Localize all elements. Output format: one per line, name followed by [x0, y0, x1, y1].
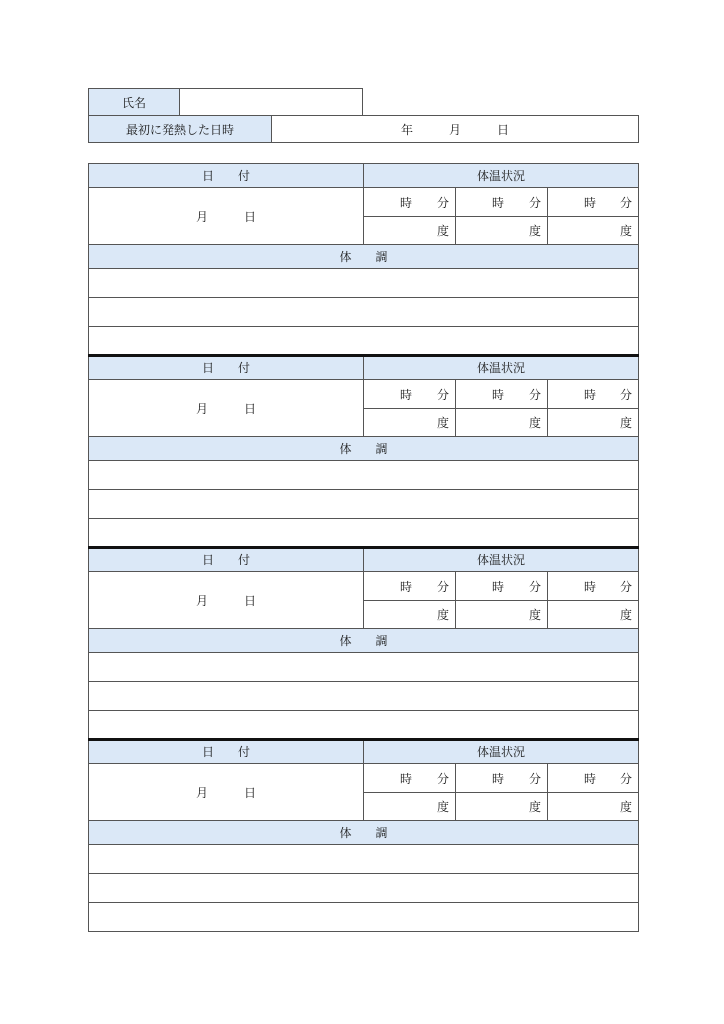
condition-line[interactable] — [88, 489, 639, 519]
condition-line[interactable] — [88, 710, 639, 740]
time-field[interactable] — [455, 763, 548, 793]
temperature-field[interactable]: 度 — [363, 408, 456, 437]
date-header: 日 付 — [88, 355, 364, 380]
hour-label: 時 — [400, 195, 413, 210]
hour-label: 時 — [584, 195, 597, 210]
name-field[interactable] — [179, 88, 363, 116]
temperature-field[interactable]: 度 — [363, 792, 456, 821]
section-divider — [88, 354, 639, 357]
hour-label: 時 — [584, 771, 597, 786]
temperature-field[interactable]: 度 — [363, 600, 456, 629]
condition-line[interactable] — [88, 844, 639, 874]
condition-header: 体 調 — [88, 244, 639, 269]
temperature-field[interactable]: 度 — [455, 408, 548, 437]
name-row — [88, 88, 639, 116]
temperature-field[interactable]: 度 — [363, 216, 456, 245]
condition-line[interactable] — [88, 460, 639, 490]
condition-line[interactable] — [88, 652, 639, 682]
hour-label: 時 — [492, 579, 505, 594]
minute-label: 分 — [528, 195, 541, 210]
time-field[interactable] — [455, 571, 548, 601]
minute-label: 分 — [528, 579, 541, 594]
condition-header: 体 調 — [88, 820, 639, 845]
minute-label: 分 — [619, 387, 632, 402]
date-field[interactable]: 月 日 — [88, 571, 364, 629]
minute-label: 分 — [436, 195, 449, 210]
temp-header: 体温状況 — [363, 355, 639, 380]
date-field[interactable]: 月 日 — [88, 187, 364, 245]
temp-header: 体温状況 — [363, 163, 639, 188]
minute-label: 分 — [436, 579, 449, 594]
section-divider — [88, 546, 639, 549]
date-field[interactable]: 月 日 — [88, 763, 364, 821]
time-field[interactable] — [363, 571, 456, 601]
time-field[interactable] — [363, 763, 456, 793]
time-field[interactable] — [455, 187, 548, 217]
minute-label: 分 — [436, 771, 449, 786]
hour-label: 時 — [492, 771, 505, 786]
header-table — [88, 88, 639, 143]
minute-label: 分 — [619, 195, 632, 210]
condition-line[interactable] — [88, 873, 639, 903]
condition-header: 体 調 — [88, 628, 639, 653]
record-section — [88, 547, 639, 739]
minute-label: 分 — [619, 771, 632, 786]
section-divider — [88, 738, 639, 741]
condition-line[interactable] — [88, 268, 639, 298]
temperature-field[interactable]: 度 — [455, 216, 548, 245]
condition-header: 体 調 — [88, 436, 639, 461]
temperature-field[interactable]: 度 — [547, 600, 639, 629]
date-header: 日 付 — [88, 739, 364, 764]
name-label: 氏名 — [88, 88, 180, 116]
time-field[interactable] — [363, 379, 456, 409]
minute-label: 分 — [528, 771, 541, 786]
condition-line[interactable] — [88, 681, 639, 711]
date-field[interactable]: 月 日 — [88, 379, 364, 437]
temperature-field[interactable]: 度 — [455, 792, 548, 821]
first-fever-row — [88, 115, 639, 143]
date-header: 日 付 — [88, 547, 364, 572]
time-field[interactable] — [547, 763, 639, 793]
hour-label: 時 — [584, 387, 597, 402]
hour-label: 時 — [400, 387, 413, 402]
minute-label: 分 — [528, 387, 541, 402]
record-section — [88, 355, 639, 547]
date-header: 日 付 — [88, 163, 364, 188]
hour-label: 時 — [492, 387, 505, 402]
condition-line[interactable] — [88, 902, 639, 932]
condition-line[interactable] — [88, 518, 639, 548]
condition-line[interactable] — [88, 326, 639, 356]
first-fever-field[interactable]: 年 月 日 — [271, 115, 639, 143]
temp-header: 体温状況 — [363, 547, 639, 572]
time-field[interactable] — [547, 187, 639, 217]
hour-label: 時 — [492, 195, 505, 210]
hour-label: 時 — [400, 771, 413, 786]
record-section — [88, 739, 639, 931]
temp-header: 体温状況 — [363, 739, 639, 764]
minute-label: 分 — [619, 579, 632, 594]
record-section — [88, 163, 639, 355]
time-field[interactable] — [363, 187, 456, 217]
time-field[interactable] — [455, 379, 548, 409]
temperature-field[interactable]: 度 — [547, 216, 639, 245]
minute-label: 分 — [436, 387, 449, 402]
hour-label: 時 — [584, 579, 597, 594]
temperature-field[interactable]: 度 — [455, 600, 548, 629]
first-fever-label: 最初に発熱した日時 — [88, 115, 272, 143]
hour-label: 時 — [400, 579, 413, 594]
condition-line[interactable] — [88, 297, 639, 327]
time-field[interactable] — [547, 571, 639, 601]
temperature-field[interactable]: 度 — [547, 408, 639, 437]
time-field[interactable] — [547, 379, 639, 409]
temperature-field[interactable]: 度 — [547, 792, 639, 821]
